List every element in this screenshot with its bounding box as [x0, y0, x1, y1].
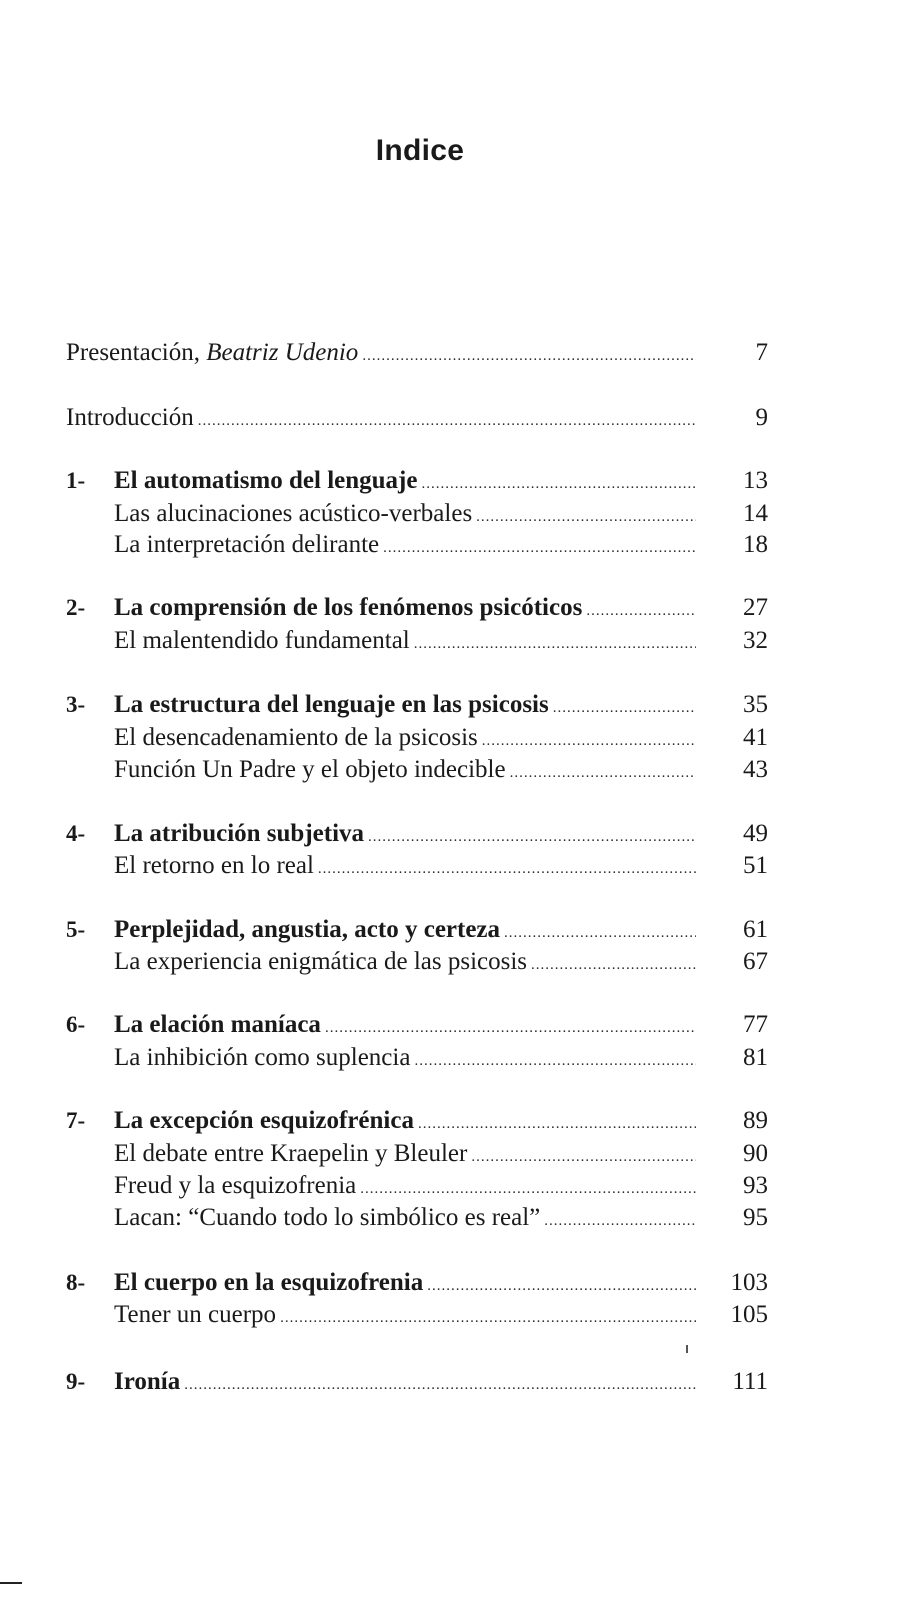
chapter-number: 4-: [66, 821, 86, 846]
entry-title-text: El malentendido fundamental: [114, 627, 410, 654]
dot-leader: [414, 1044, 696, 1078]
entry-title-text: La experiencia enigmática de las psicosis: [114, 948, 528, 975]
entry-author: Beatriz Udenio: [206, 339, 359, 366]
stray-print-mark: [686, 1345, 688, 1353]
entry-title: [114, 464, 417, 498]
entry-title-text: La atribución subjetiva: [114, 820, 365, 847]
toc-front-entry: [0, 401, 916, 435]
page-number: 93: [743, 1172, 768, 1199]
dot-leader: [414, 627, 696, 661]
entry-title: [114, 913, 500, 947]
dot-leader: [531, 948, 696, 982]
page-title: Indice: [375, 134, 465, 167]
entry-title-text: El desencadenamiento de la psicosis: [114, 724, 478, 751]
entry-title: [114, 497, 472, 531]
entry-title: [114, 1008, 321, 1042]
toc-subsection-entry: [0, 1298, 916, 1332]
page-number: 35: [743, 691, 768, 718]
dot-leader: [198, 404, 696, 438]
entry-title-text: Freud y la esquizofrenia: [114, 1172, 357, 1199]
page-number: 111: [732, 1368, 768, 1395]
entry-title-text: Las alucinaciones acústico-verbales: [114, 500, 473, 527]
toc-chapter-entry: [0, 464, 916, 498]
entry-title: [114, 721, 478, 755]
toc-chapter-entry: [0, 817, 916, 851]
page-number: 14: [743, 500, 768, 527]
entry-title-text: El cuerpo en la esquizofrenia: [114, 1269, 424, 1296]
chapter-number: 9-: [66, 1369, 86, 1394]
toc-subsection-entry: [0, 721, 916, 755]
toc-subsection-entry: [0, 497, 916, 531]
entry-title: [114, 688, 549, 722]
entry-title-text: Función Un Padre y el objeto indecible: [114, 756, 506, 783]
entry-title: [114, 1201, 540, 1235]
dot-leader: [510, 756, 696, 790]
dot-leader: [418, 1107, 696, 1141]
dot-leader: [421, 467, 696, 501]
entry-title: [114, 849, 314, 883]
toc-chapter-entry: [0, 1104, 916, 1138]
entry-title-text: El debate entre Kraepelin y Bleuler: [114, 1140, 468, 1167]
entry-title: [114, 1137, 467, 1171]
entry-title-text: Tener un cuerpo: [114, 1301, 277, 1328]
chapter-number: 7-: [66, 1108, 86, 1133]
page-number: 89: [743, 1107, 768, 1134]
toc-subsection-entry: [0, 1169, 916, 1203]
entry-title-text: Perplejidad, angustia, acto y certeza: [114, 916, 501, 943]
dot-leader: [553, 691, 696, 725]
dot-leader: [325, 1011, 696, 1045]
entry-title-text: Ironía: [114, 1368, 181, 1395]
entry-title-text: La elación maníaca: [114, 1011, 321, 1038]
dot-leader: [184, 1368, 696, 1402]
page-number: 105: [730, 1301, 768, 1328]
entry-title: [114, 528, 379, 562]
page-number: 27: [743, 594, 768, 621]
entry-title: [114, 1169, 356, 1203]
chapter-number: 5-: [66, 917, 86, 942]
entry-title: [114, 1365, 180, 1399]
page-number: 49: [743, 820, 768, 847]
entry-title: [114, 1041, 410, 1075]
entry-title-text: Presentación,: [66, 339, 207, 366]
dot-leader: [318, 852, 696, 886]
entry-title-text: La comprensión de los fenómenos psicóticos: [114, 594, 583, 621]
toc-chapter-entry: [0, 1008, 916, 1042]
toc-subsection-entry: [0, 528, 916, 562]
toc-chapter-entry: [0, 1365, 916, 1399]
toc-chapter-entry: [0, 1266, 916, 1300]
entry-title-text: El automatismo del lenguaje: [114, 467, 418, 494]
entry-title-text: La interpretación delirante: [114, 531, 380, 558]
dot-leader: [383, 531, 696, 565]
toc-subsection-entry: [0, 1041, 916, 1075]
toc-subsection-entry: [0, 1201, 916, 1235]
toc-chapter-entry: [0, 688, 916, 722]
chapter-number: 8-: [66, 1270, 86, 1295]
page-number: 51: [743, 852, 768, 879]
toc-subsection-entry: [0, 945, 916, 979]
toc-subsection-entry: [0, 1137, 916, 1171]
chapter-number: 6-: [66, 1012, 86, 1037]
dot-leader: [280, 1301, 696, 1335]
entry-title: [66, 401, 194, 435]
page-number: 67: [743, 948, 768, 975]
entry-title: [114, 1266, 423, 1300]
entry-title-text: La estructura del lenguaje en las psicosis: [114, 691, 549, 718]
dot-leader: [544, 1204, 696, 1238]
page-number: 9: [755, 404, 768, 431]
page-number: 90: [743, 1140, 768, 1167]
page-number: 77: [743, 1011, 768, 1038]
entry-title: [114, 817, 364, 851]
page-number: 7: [755, 339, 768, 366]
entry-title: [114, 945, 527, 979]
page-number: 103: [730, 1269, 768, 1296]
page-number: 95: [743, 1204, 768, 1231]
chapter-number: 1-: [66, 468, 86, 493]
entry-title: [114, 753, 506, 787]
page-number: 81: [743, 1044, 768, 1071]
entry-title-text: La excepción esquizofrénica: [114, 1107, 414, 1134]
entry-title-text: La inhibición como suplencia: [114, 1044, 411, 1071]
page-number: 32: [743, 627, 768, 654]
entry-title: [114, 1298, 276, 1332]
toc-chapter-entry: [0, 913, 916, 947]
page-number: 41: [743, 724, 768, 751]
page-number: 61: [743, 916, 768, 943]
page-number: 13: [743, 467, 768, 494]
entry-title: [66, 336, 358, 370]
toc-subsection-entry: [0, 849, 916, 883]
toc-front-entry: [0, 336, 916, 370]
corner-print-mark: [0, 1582, 22, 1584]
page-number: 43: [743, 756, 768, 783]
entry-title: [114, 591, 582, 625]
entry-title-text: Introducción: [66, 404, 194, 431]
chapter-number: 2-: [66, 595, 86, 620]
toc-subsection-entry: [0, 624, 916, 658]
entry-title: [114, 624, 410, 658]
toc-subsection-entry: [0, 753, 916, 787]
toc-chapter-entry: [0, 591, 916, 625]
dot-leader: [362, 339, 696, 373]
entry-title-text: El retorno en lo real: [114, 852, 314, 879]
entry-title-text: Lacan: “Cuando todo lo simbólico es real”: [114, 1204, 541, 1231]
chapter-number: 3-: [66, 692, 86, 717]
dot-leader: [586, 594, 696, 628]
entry-title: [114, 1104, 414, 1138]
page-number: 18: [743, 531, 768, 558]
